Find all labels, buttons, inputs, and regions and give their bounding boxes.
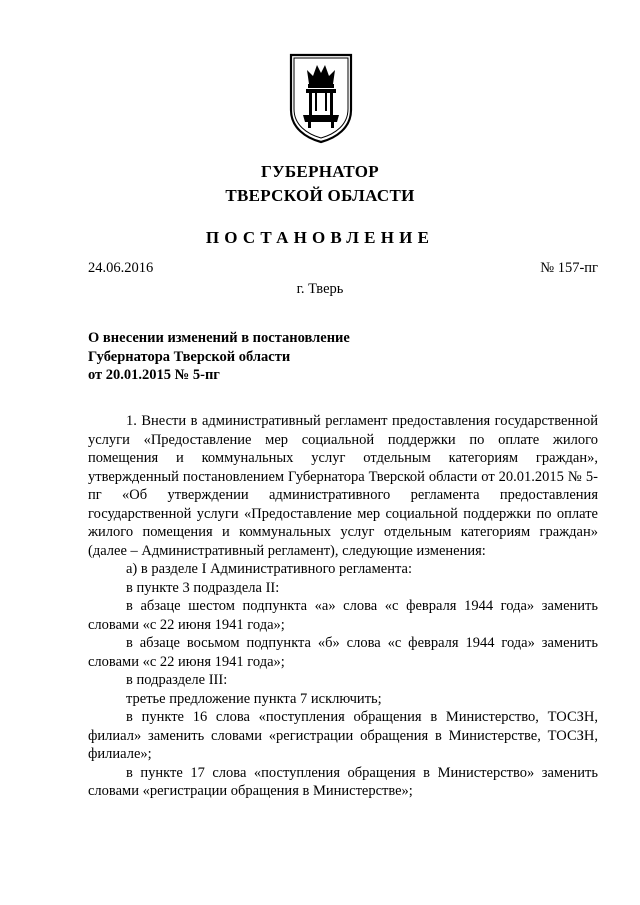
body-paragraph: в пункте 16 слова «поступления обращения в Министерство, ТОСЗН, филиал» заменить словами «регистрации обращения в Министерстве, ТОСЗН, филиале»; [88, 709, 598, 762]
issuer-line-2: ТВЕРСКОЙ ОБЛАСТИ [225, 186, 415, 205]
document-number: № 157-пг [540, 260, 598, 276]
body-paragraph: 1. Внести в административный регламент предоставления государственной услуги «Предоставление мер социальной поддержки по оплате жилого помещения и коммунальных услуг отдельным категориям граждан», утвержденный постановлением Губернатора Тверской области от 20.01.2015 № 5-пг «Об утверждении административного регламента предоставления государственной услуги «Предоставление мер социальной поддержки по оплате жилого помещения и коммунальных услуг отдельным категориям граждан» (далее – Административный регламент), следующие изменения: [88, 413, 598, 559]
body-paragraph: в пункте 17 слова «поступления обращения в Министерство» заменить словами «регистрации обращения в Министерстве»; [88, 764, 598, 799]
body-paragraph: третье предложение пункта 7 исключить; [126, 690, 382, 707]
document-body [88, 412, 598, 801]
tver-coat-of-arms-icon [288, 52, 354, 144]
issuer-line-1: ГУБЕРНАТОР [261, 162, 379, 181]
subject-line: от 20.01.2015 № 5-пг [88, 367, 220, 383]
body-paragraph: в пункте 3 подраздела II: [126, 579, 280, 596]
document-type-title: ПОСТАНОВЛЕНИЕ [205, 228, 435, 247]
body-paragraph: а) в разделе I Административного регламента: [126, 561, 412, 577]
body-paragraph: в подразделе III: [126, 672, 228, 688]
body-paragraph: в абзаце шестом подпункта «а» слова «с февраля 1944 года» заменить словами «с 22 июня 1941 года»; [88, 598, 598, 633]
subject-line: О внесении изменений в постановление [88, 330, 350, 346]
document-date: 24.06.2016 [88, 260, 154, 276]
body-paragraph: в абзаце восьмом подпункта «б» слова «с февраля 1944 года» заменить словами «с 22 июня 1941 года»; [88, 635, 598, 670]
document-city: г. Тверь [296, 281, 344, 297]
subject-line: Губернатора Тверской области [88, 348, 291, 365]
document-subject [88, 329, 408, 385]
